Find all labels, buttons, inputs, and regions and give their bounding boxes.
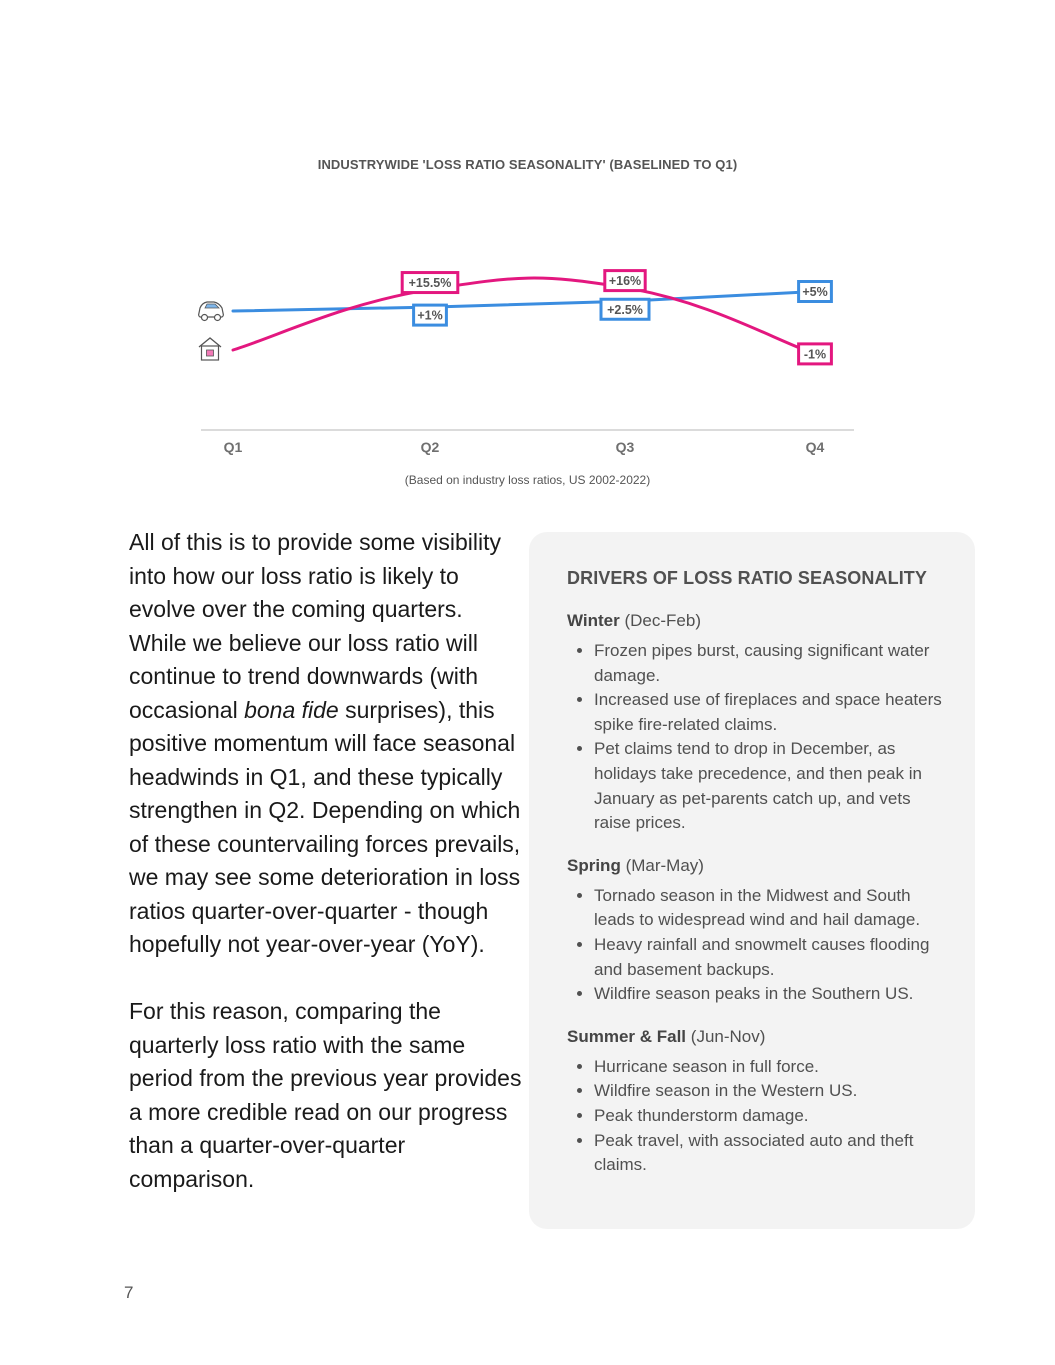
series-layer [233,271,831,364]
season-heading-winter: Winter (Dec-Feb) [567,611,701,630]
x-tick-labels [224,439,825,455]
svg-text:+5%: +5% [802,285,828,299]
panel-title: DRIVERS OF LOSS RATIO SEASONALITY [567,568,927,588]
body-text [129,526,524,1230]
x-tick-q4: Q4 [805,439,825,455]
data-label-auto-q3 [601,299,649,319]
list-item: • Wildfire season in the Western US. [594,1079,945,1104]
chart-title: INDUSTRYWIDE 'LOSS RATIO SEASONALITY' (BASELINED TO Q1) [317,157,738,172]
winter-list [567,639,945,836]
summer-fall-list [567,1055,945,1178]
emphasis: bona fide [244,696,339,723]
list-item: • Pet claims tend to drop in December, as holidays take precedence, and then peak in January as pet-parents catch up, and vets raise prices. [594,737,945,835]
list-item: • Wildfire season peaks in the Southern US. [594,982,945,1007]
x-tick-q3: Q3 [615,439,635,455]
data-label-auto-q4 [799,282,832,302]
list-item: • Tornado season in the Midwest and South leads to widespread wind and hail damage. [594,884,945,933]
svg-text:-1%: -1% [803,347,827,362]
list-item: • Peak travel, with associated auto and theft claims. [594,1129,945,1178]
season-heading-spring: Spring (Mar-May) [567,855,704,875]
x-tick-q1: Q1 [223,439,243,455]
list-item: • Increased use of fireplaces and space heaters spike fire-related claims. [594,688,945,737]
paragraph-1: All of this is to provide some visibility into how our loss ratio is likely to evolve over the coming quarters. While we believe our loss ratio will continue to trend downwards (with occasional bona fide surprises), this positive momentum will face seasonal headwinds in Q1, and these typically strengthen in Q2. Depending on which of these countervailing forces prevails, we may see some deterioration in loss ratios quarter-over-quarter - though hopefully not year-over-year (YoY). [129,529,521,957]
series-line-home [233,278,815,354]
spring-list [567,884,945,1007]
data-label-auto-q2 [414,305,447,325]
data-label-home-q2 [402,273,458,293]
page-number: 7 [124,1283,134,1302]
data-label-home-q4 [799,344,832,364]
data-label-home-q3 [605,271,645,291]
chart-source-note: (Based on industry loss ratios, US 2002-2022) [404,473,651,487]
paragraph-2: For this reason, comparing the quarterly loss ratio with the same period from the previous year provides a more credible read on our progress than a quarter-over-quarter comparison. [129,998,522,1192]
list-item: • Heavy rainfall and snowmelt causes flooding and basement backups. [594,933,945,982]
svg-text:+1%: +1% [417,308,443,323]
loss-ratio-chart [0,0,1055,500]
list-item: • Hurricane season in full force. [594,1055,945,1080]
house-icon [199,338,221,360]
svg-text:+15.5%: +15.5% [408,276,452,291]
drivers-panel [529,532,975,1229]
season-heading-summer-fall: Summer & Fall (Jun-Nov) [567,1026,766,1046]
list-item: • Frozen pipes burst, causing significant water damage. [594,639,945,688]
svg-text:+16%: +16% [608,274,642,289]
x-tick-q2: Q2 [420,439,440,455]
series-line-auto [233,292,815,312]
svg-text:+2.5%: +2.5% [607,302,643,317]
list-item: • Peak thunderstorm damage. [594,1104,945,1129]
car-icon [199,302,224,321]
